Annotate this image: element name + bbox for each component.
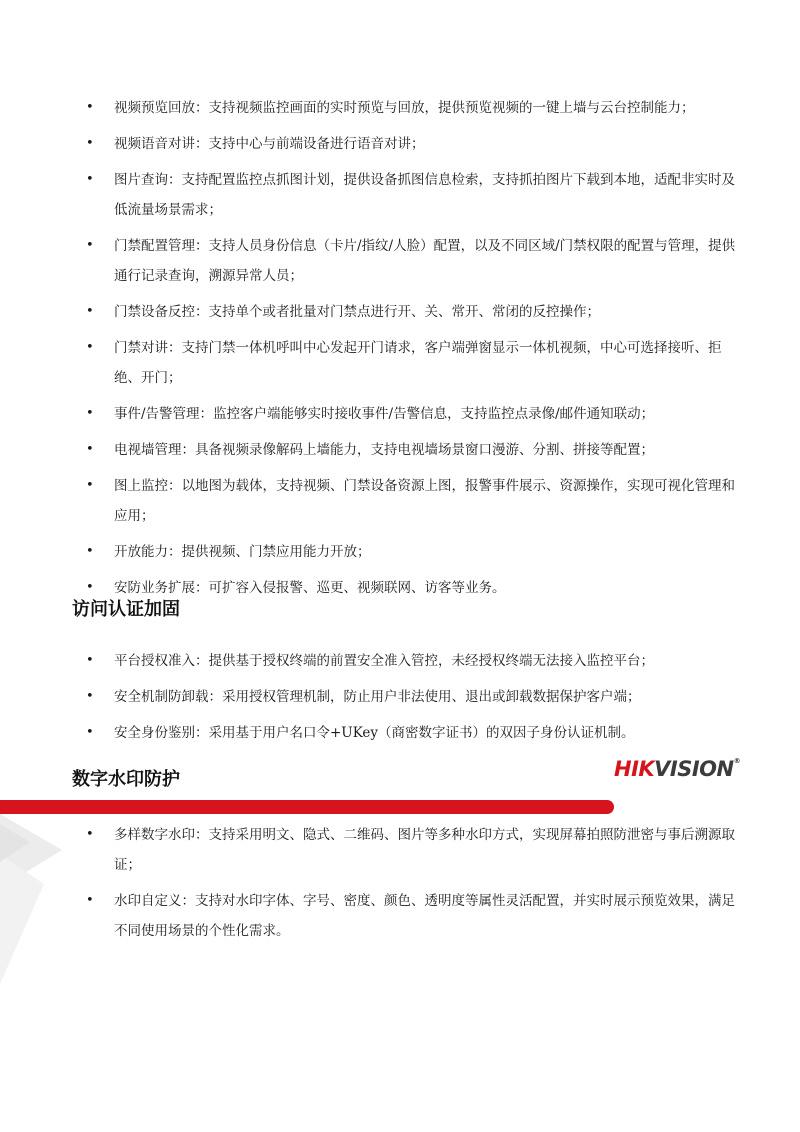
bullet: • bbox=[86, 478, 94, 493]
item-text: 采用授权管理机制，防止用户非法使用、退出或卸载数据保护客户端； bbox=[222, 689, 641, 705]
red-divider-bar bbox=[0, 800, 614, 814]
list-item bbox=[0, 537, 800, 567]
item-text: 监控客户端能够实时接收事件/告警信息，支持监控点录像/邮件通知联动； bbox=[213, 406, 655, 422]
logo-registered-mark: ® bbox=[733, 757, 741, 765]
bullet: • bbox=[86, 406, 94, 421]
item-title: 水印自定义： bbox=[114, 893, 195, 909]
item-title: 多样数字水印： bbox=[114, 827, 209, 843]
list-item bbox=[0, 646, 800, 676]
item-text: 支持配置监控点抓图计划，提供设备抓图信息检索，支持抓拍图片下载到本地，适配非实时及低流量场景需求； bbox=[114, 172, 735, 218]
bullet: • bbox=[86, 725, 94, 740]
feature-list-video-access bbox=[0, 93, 800, 603]
list-item bbox=[0, 435, 800, 465]
item-text: 支持中心与前端设备进行语音对讲； bbox=[208, 136, 425, 152]
bullet: • bbox=[86, 304, 94, 319]
item-title: 电视墙管理： bbox=[114, 442, 195, 458]
bullet: • bbox=[86, 136, 94, 151]
list-item bbox=[0, 399, 800, 429]
section-heading-access-auth: 访问认证加固 bbox=[72, 599, 180, 620]
item-text: 支持对水印字体、字号、密度、颜色、透明度等属性灵活配置，并实时展示预览效果，满足不同使用场景的个性化需求。 bbox=[114, 893, 735, 939]
item-title: 事件/告警管理： bbox=[114, 406, 214, 422]
item-text: 提供基于授权终端的前置安全准入管控，未经授权终端无法接入监控平台； bbox=[208, 653, 654, 669]
item-title: 视频语音对讲： bbox=[114, 136, 209, 152]
item-text: 可扩容入侵报警、巡更、视频联网、访客等业务。 bbox=[208, 580, 506, 596]
item-title: 门禁配置管理： bbox=[114, 238, 209, 254]
bullet: • bbox=[86, 100, 94, 115]
item-text: 支持门禁一体机呼叫中心发起开门请求，客户端弹窗显示一体机视频，中心可选择接听、拒绝、开门； bbox=[114, 340, 722, 386]
item-text: 支持人员身份信息（卡片/指纹/人脸）配置，以及不同区域/门禁权限的配置与管理，提供通行记录查询，溯源异常人员； bbox=[114, 238, 736, 284]
hikvision-logo bbox=[614, 757, 740, 781]
item-title: 开放能力： bbox=[114, 544, 182, 560]
list-item bbox=[0, 165, 800, 225]
bullet: • bbox=[86, 653, 94, 668]
feature-list-watermark bbox=[0, 820, 800, 946]
item-title: 安全身份鉴别： bbox=[114, 725, 209, 741]
item-text: 具备视频录像解码上墙能力，支持电视墙场景窗口漫游、分割、拼接等配置； bbox=[195, 442, 654, 458]
list-item bbox=[0, 231, 800, 291]
list-item bbox=[0, 820, 800, 880]
logo-vision-text: VISION bbox=[654, 757, 734, 781]
item-title: 图片查询： bbox=[114, 172, 182, 188]
list-item bbox=[0, 333, 800, 393]
bullet: • bbox=[86, 238, 94, 253]
list-item bbox=[0, 886, 800, 946]
item-title: 图上监控： bbox=[114, 478, 182, 494]
list-item bbox=[0, 471, 800, 531]
feature-list-access-auth bbox=[0, 646, 800, 748]
bullet: • bbox=[86, 689, 94, 704]
item-text: 支持单个或者批量对门禁点进行开、关、常开、常闭的反控操作； bbox=[208, 304, 600, 320]
item-title: 门禁设备反控： bbox=[114, 304, 209, 320]
bullet: • bbox=[86, 893, 94, 908]
list-item bbox=[0, 93, 800, 123]
bullet: • bbox=[86, 442, 94, 457]
item-title: 安全机制防卸载： bbox=[114, 689, 222, 705]
bullet: • bbox=[86, 340, 94, 355]
list-item bbox=[0, 297, 800, 327]
logo-hik-text: HIK bbox=[614, 757, 655, 781]
bullet: • bbox=[86, 544, 94, 559]
item-text: 提供视频、门禁应用能力开放； bbox=[181, 544, 371, 560]
item-title: 安防业务扩展： bbox=[114, 580, 209, 596]
bullet: • bbox=[86, 172, 94, 187]
list-item bbox=[0, 129, 800, 159]
item-text: 支持视频监控画面的实时预览与回放，提供预览视频的一键上墙与云台控制能力； bbox=[208, 100, 695, 116]
item-text: 支持采用明文、隐式、二维码、图片等多种水印方式，实现屏幕拍照防泄密与事后溯源取证； bbox=[114, 827, 735, 873]
item-title: 门禁对讲： bbox=[114, 340, 182, 356]
item-text: 采用基于用户名口令+UKey（商密数字证书）的双因子身份认证机制。 bbox=[208, 725, 635, 741]
item-title: 平台授权准入： bbox=[114, 653, 209, 669]
bullet: • bbox=[86, 827, 94, 842]
item-text: 以地图为载体，支持视频、门禁设备资源上图，报警事件展示、资源操作，实现可视化管理和应用； bbox=[114, 478, 735, 524]
list-item bbox=[0, 718, 800, 748]
list-item bbox=[0, 682, 800, 712]
section-heading-watermark: 数字水印防护 bbox=[72, 769, 180, 790]
item-title: 视频预览回放： bbox=[114, 100, 209, 116]
bullet: • bbox=[86, 580, 94, 595]
